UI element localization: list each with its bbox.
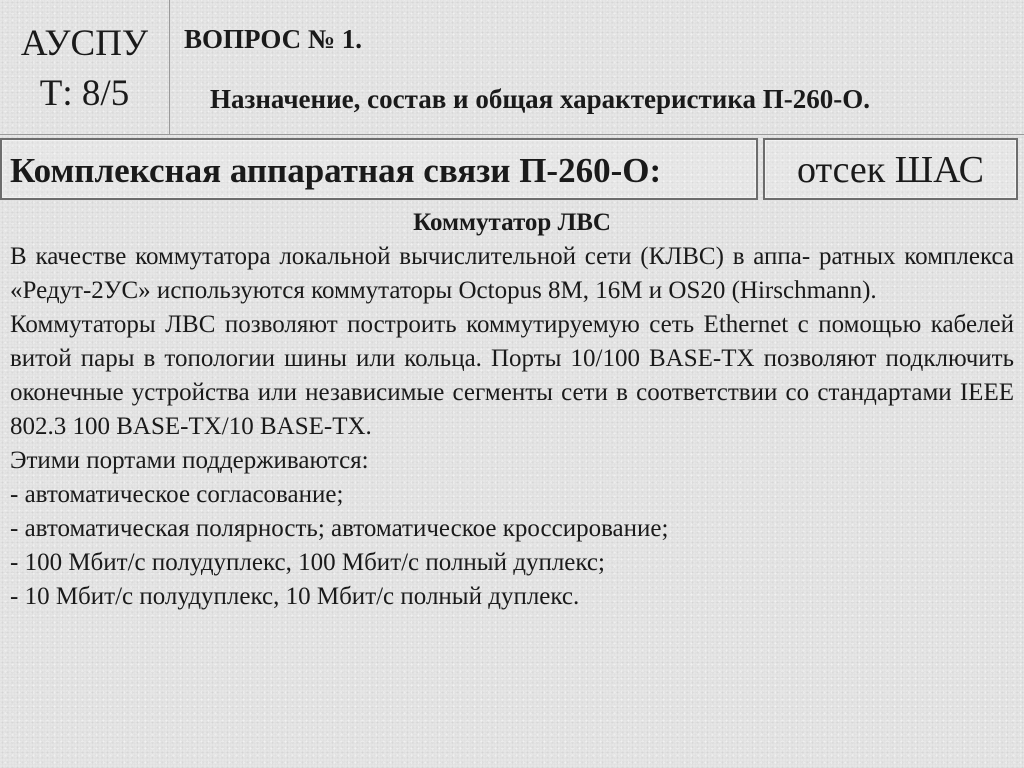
list-item: - автоматическое согласование; bbox=[10, 481, 344, 508]
content-body bbox=[10, 206, 1014, 614]
list-item: - 10 Мбит/с полудуплекс, 10 Мбит/с полный дуплекс. bbox=[10, 583, 580, 610]
question-title: Назначение, состав и общая характеристика П-260-О. bbox=[210, 84, 870, 114]
complex-title-box bbox=[0, 138, 758, 200]
topic-label: Т: 8/5 bbox=[39, 73, 130, 114]
paragraph: В качестве коммутатора локальной вычислительной сети (КЛВС) в аппа- ратных комплекса «Редут-2УС» используются коммутаторы Octopus 8M, 16M и OS20 (Hirschmann). bbox=[10, 243, 1014, 304]
list-item: - 100 Мбит/с полудуплекс, 100 Мбит/с полный дуплекс; bbox=[10, 549, 605, 576]
paragraph: Этими портами поддерживаются: bbox=[10, 447, 369, 474]
list-item: - автоматическая полярность; автоматическое кроссирование; bbox=[10, 515, 669, 542]
paragraph: Коммутаторы ЛВС позволяют построить коммутируемую сеть Ethernet с помощью кабелей витой пары в топологии шины или кольца. Порты 10/100 BASE-TX позволяют подключить оконечные устройства или независимые сегменты сети в соответствии со стандартами IEEE 802.3 100 BASE-TX/10 BASE-TX. bbox=[10, 311, 1014, 440]
compartment-label: отсек ШАС bbox=[797, 149, 984, 191]
question-number: ВОПРОС № 1. bbox=[184, 24, 363, 54]
header-left-cell bbox=[0, 0, 170, 135]
complex-title: Комплексная аппаратная связи П-260-О: bbox=[10, 151, 662, 190]
header-right-cell bbox=[170, 0, 1024, 135]
section-title: Коммутатор ЛВС bbox=[413, 209, 611, 236]
organization-label: АУСПУ bbox=[20, 23, 149, 64]
compartment-box bbox=[763, 138, 1018, 200]
